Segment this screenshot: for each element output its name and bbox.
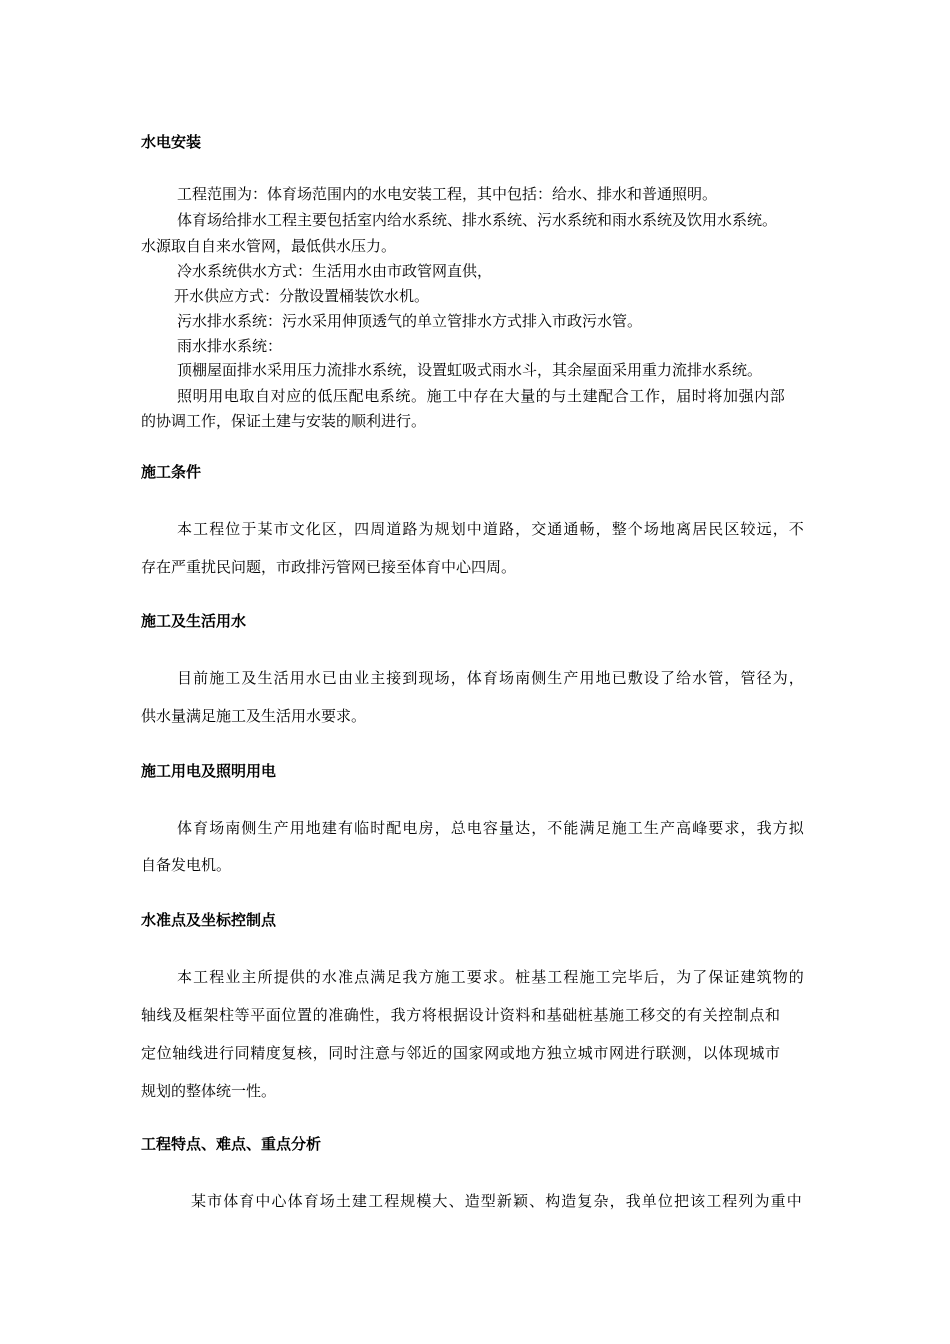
paragraph-line: 水源取自自来水管网，最低供水压力。 [141,237,397,255]
paragraph-line: 定位轴线进行同精度复核，同时注意与邻近的国家网或地方独立城市网进行联测，以体现城市 [141,1044,781,1062]
section-heading-water-electric: 水电安装 [141,133,202,151]
section-heading-construction-conditions: 施工条件 [141,463,202,481]
paragraph-line: 雨水排水系统： [177,337,283,355]
paragraph-line: 规划的整体统一性。 [141,1082,277,1100]
paragraph-line: 存在严重扰民问题，市政排污管网已接至体育中心四周。 [141,558,517,576]
section-heading-power-supply: 施工用电及照明用电 [141,762,277,780]
paragraph-line: 本工程位于某市文化区，四周道路为规划中道路，交通通畅，整个场地离居民区较远，不 [177,520,805,538]
paragraph-line: 顶棚屋面排水采用压力流排水系统，设置虹吸式雨水斗，其余屋面采用重力流排水系统。 [177,361,763,379]
paragraph-line: 目前施工及生活用水已由业主接到现场，体育场南侧生产用地已敷设了给水管，管径为， [177,669,805,687]
paragraph-line: 自备发电机。 [141,856,232,874]
paragraph-line: 开水供应方式：分散设置桶装饮水机。 [174,287,430,305]
section-heading-benchmark-control: 水准点及坐标控制点 [141,911,277,929]
paragraph-line: 工程范围为：体育场范围内的水电安装工程，其中包括：给水、排水和普通照明。 [177,185,718,203]
paragraph-line: 的协调工作，保证土建与安装的顺利进行。 [141,412,427,430]
section-heading-project-analysis: 工程特点、难点、重点分析 [141,1135,322,1153]
section-heading-water-supply: 施工及生活用水 [141,612,247,630]
paragraph-line: 轴线及框架柱等平面位置的准确性，我方将根据设计资料和基础桩基施工移交的有关控制点和 [141,1006,781,1024]
paragraph-line: 冷水系统供水方式：生活用水由市政管网直供， [177,262,493,280]
paragraph-line: 体育场南侧生产用地建有临时配电房，总电容量达，不能满足施工生产高峰要求，我方拟 [177,819,805,837]
paragraph-line: 某市体育中心体育场土建工程规模大、造型新颖、构造复杂，我单位把该工程列为重中 [191,1192,803,1210]
paragraph-line: 本工程业主所提供的水准点满足我方施工要求。桩基工程施工完毕后，为了保证建筑物的 [177,968,805,986]
paragraph-line: 污水排水系统：污水采用伸顶透气的单立管排水方式排入市政污水管。 [177,312,643,330]
paragraph-line: 照明用电取自对应的低压配电系统。施工中存在大量的与土建配合工作，届时将加强内部 [177,387,786,405]
paragraph-line: 体育场给排水工程主要包括室内给水系统、排水系统、污水系统和雨水系统及饮用水系统。 [177,211,778,229]
paragraph-line: 供水量满足施工及生活用水要求。 [141,707,367,725]
